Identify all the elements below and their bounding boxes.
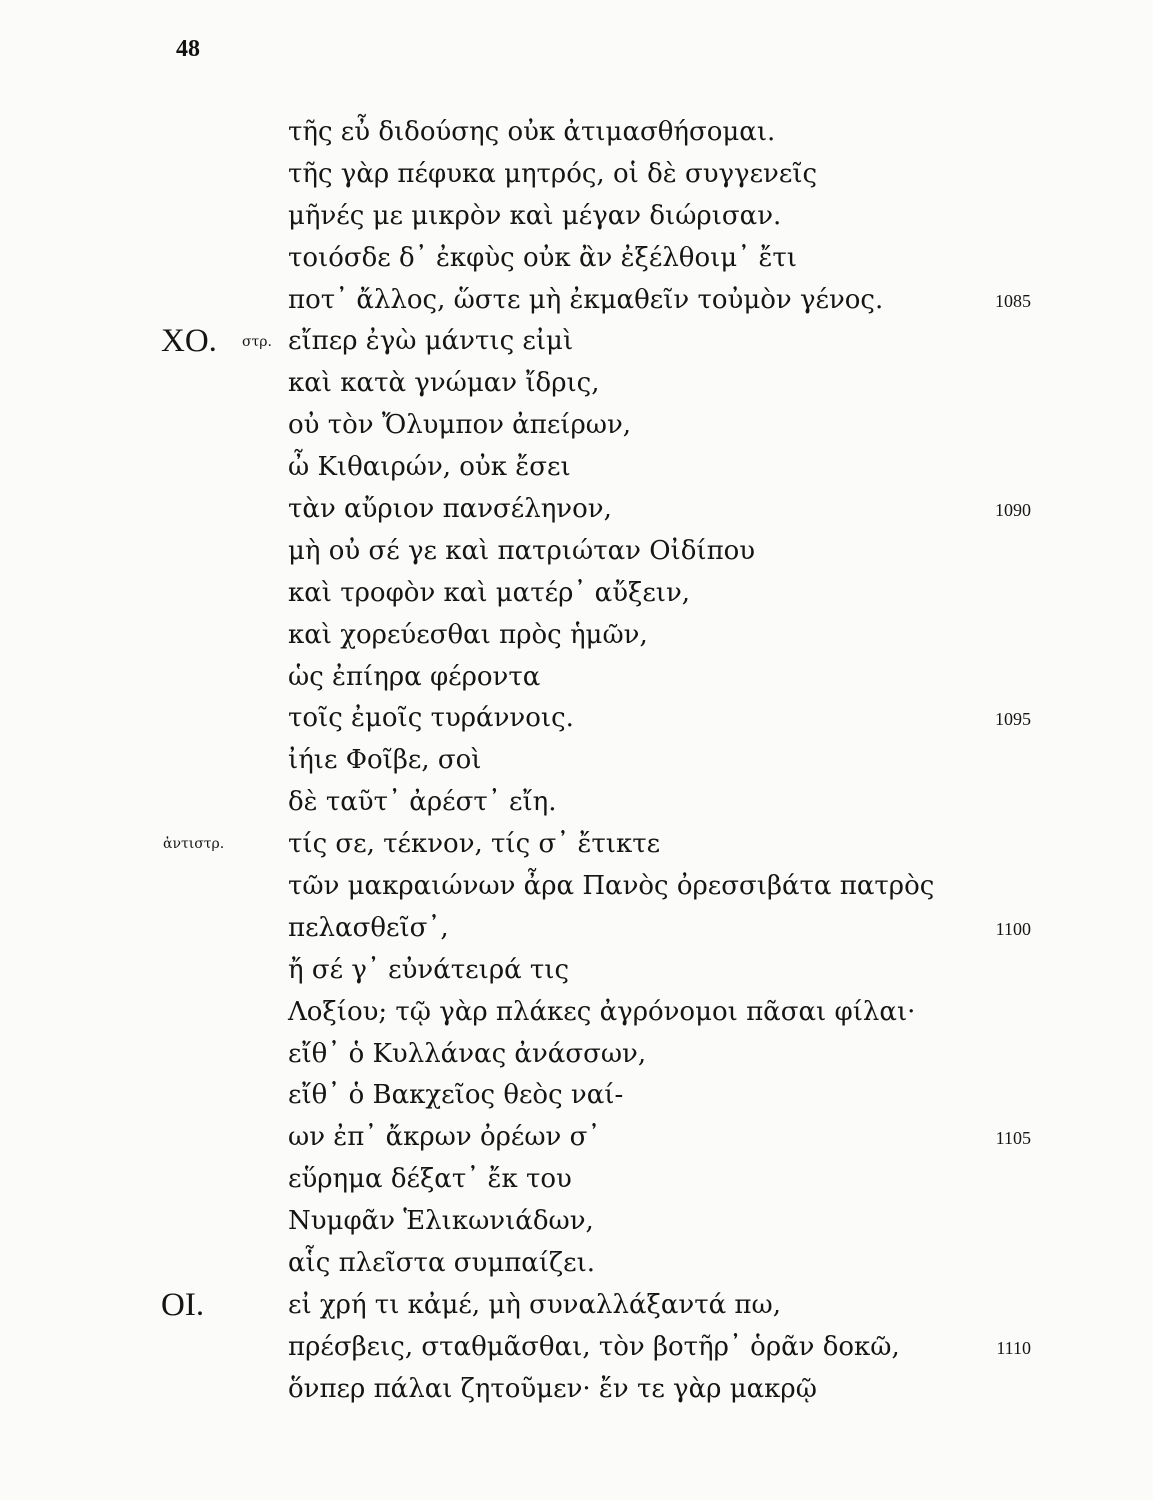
- verse-text-line: Λοξίου; τῷ γὰρ πλάκες ἀγρόνομοι πᾶσαι φίλαι·: [288, 996, 916, 1027]
- verse-text-line: εἴθ᾽ ὁ Κυλλάνας ἀνάσσων,: [288, 1038, 647, 1069]
- verse-text-line: εὕρημα δέξατ᾽ ἔκ του: [288, 1164, 572, 1195]
- verse-line: [0, 530, 1153, 572]
- verse-line: [0, 907, 1153, 949]
- line-number: 1100: [995, 918, 1031, 939]
- verse-line: [0, 1074, 1153, 1116]
- verse-line: [0, 823, 1153, 865]
- line-number: 1090: [995, 500, 1031, 521]
- speaker-label: ἀντιστρ.: [163, 836, 225, 853]
- verse-text-line: μὴ οὐ σέ γε καὶ πατριώταν Οἰδίπου: [288, 535, 756, 566]
- verse-text-line: ὡς ἐπίηρα φέροντα: [288, 661, 541, 692]
- verse-line: [0, 488, 1153, 530]
- verse-line: [0, 1116, 1153, 1158]
- verse-text-line: τὰν αὔριον πανσέληνον,: [288, 494, 612, 525]
- verse-line: [0, 1158, 1153, 1200]
- verse-text-line: εἰ χρή τι κἀμέ, μὴ συναλλάξαντά πω,: [288, 1289, 781, 1320]
- verse-line: [0, 362, 1153, 404]
- verse-line: [0, 1326, 1153, 1368]
- verse-line: [0, 279, 1153, 321]
- verse-text-line: τοιόσδε δ᾽ ἐκφὺς οὐκ ἂν ἐξέλθοιμ᾽ ἔτι: [288, 242, 797, 273]
- verse-text-line: τῶν μακραιώνων ἆρα Πανὸς ὀρεσσιβάτα πατρὸς: [288, 871, 935, 902]
- speaker-label: ΧΟ.: [161, 323, 217, 360]
- verse-text-line: καὶ κατὰ γνώμαν ἴδρις,: [288, 368, 600, 399]
- verse-text-line: καὶ τροφὸν καὶ ματέρ᾽ αὔξειν,: [288, 577, 691, 608]
- verse-line: [0, 572, 1153, 614]
- verse-line: [0, 949, 1153, 991]
- verse-line: [0, 195, 1153, 237]
- verse-text-line: τῆς εὖ διδούσης οὐκ ἀτιμασθήσομαι.: [288, 117, 776, 147]
- line-number: 1085: [995, 290, 1031, 311]
- verse-line: [0, 1242, 1153, 1284]
- page-number: 48: [176, 36, 200, 62]
- verse-text-line: τῆς γὰρ πέφυκα μητρός, οἱ δὲ συγγενεῖς: [288, 158, 818, 189]
- line-number: 1095: [995, 709, 1031, 730]
- verse-text-line: ποτ᾽ ἄλλος, ὥστε μὴ ἐκμαθεῖν τοὐμὸν γένος.: [288, 284, 884, 315]
- verse-text-line: εἴθ᾽ ὁ Βακχεῖος θεὸς ναί-: [288, 1080, 624, 1111]
- verse-text-line: Νυμφᾶν Ἑλικωνιάδων,: [288, 1206, 594, 1237]
- verse-line: [0, 1200, 1153, 1242]
- verse-text-line: αἷς πλεῖστα συμπαίζει.: [288, 1248, 596, 1279]
- verse-text-line: τοῖς ἐμοῖς τυράννοις.: [288, 703, 574, 734]
- verse-text-line: δὲ ταῦτ᾽ ἀρέστ᾽ εἴη.: [288, 787, 557, 818]
- verse-line: [0, 404, 1153, 446]
- strophe-marker: στρ.: [242, 334, 272, 351]
- line-number: 1105: [995, 1128, 1031, 1149]
- verse-text-line: εἴπερ ἐγὼ μάντις εἰμὶ: [288, 326, 574, 357]
- verse-text-line: ἤ σέ γ᾽ εὐνάτειρά τις: [288, 954, 570, 985]
- verse-text-line: πρέσβεις, σταθμᾶσθαι, τὸν βοτῆρ᾽ ὁρᾶν δοκῶ,: [288, 1331, 900, 1362]
- verse-line: [0, 614, 1153, 656]
- verse-text-line: τίς σε, τέκνον, τίς σ᾽ ἔτικτε: [288, 829, 661, 860]
- verse-line: [0, 991, 1153, 1033]
- verse-line: [0, 697, 1153, 739]
- verse-line: [0, 237, 1153, 279]
- verse-text-line: πελασθεῖσ᾽,: [288, 912, 449, 943]
- verse-text-line: ἰήιε Φοῖβε, σοὶ: [288, 745, 482, 776]
- verse-text-line: ὦ Κιθαιρών, οὐκ ἔσει: [288, 452, 571, 483]
- verse-line: [0, 111, 1153, 153]
- verse-text-line: ων ἐπ᾽ ἄκρων ὀρέων σ᾽: [288, 1122, 601, 1153]
- verse-line: [0, 320, 1153, 362]
- line-number: 1110: [996, 1337, 1031, 1358]
- verse-line: [0, 1368, 1153, 1410]
- verse-text-line: οὐ τὸν Ὄλυμπον ἀπείρων,: [288, 410, 632, 441]
- verse-line: [0, 1284, 1153, 1326]
- verse-line: [0, 656, 1153, 698]
- verse-line: [0, 1033, 1153, 1075]
- verse-text-line: μῆνές με μικρὸν καὶ μέγαν διώρισαν.: [288, 200, 782, 231]
- verse-line: [0, 781, 1153, 823]
- verse-line: [0, 153, 1153, 195]
- speaker-label: ΟΙ.: [161, 1286, 205, 1323]
- verse-line: [0, 446, 1153, 488]
- verse-text-line: ὅνπερ πάλαι ζητοῦμεν· ἔν τε γὰρ μακρῷ: [288, 1373, 817, 1404]
- verse-text: [0, 111, 1153, 1410]
- verse-line: [0, 865, 1153, 907]
- verse-text-line: καὶ χορεύεσθαι πρὸς ἡμῶν,: [288, 619, 648, 650]
- verse-line: [0, 739, 1153, 781]
